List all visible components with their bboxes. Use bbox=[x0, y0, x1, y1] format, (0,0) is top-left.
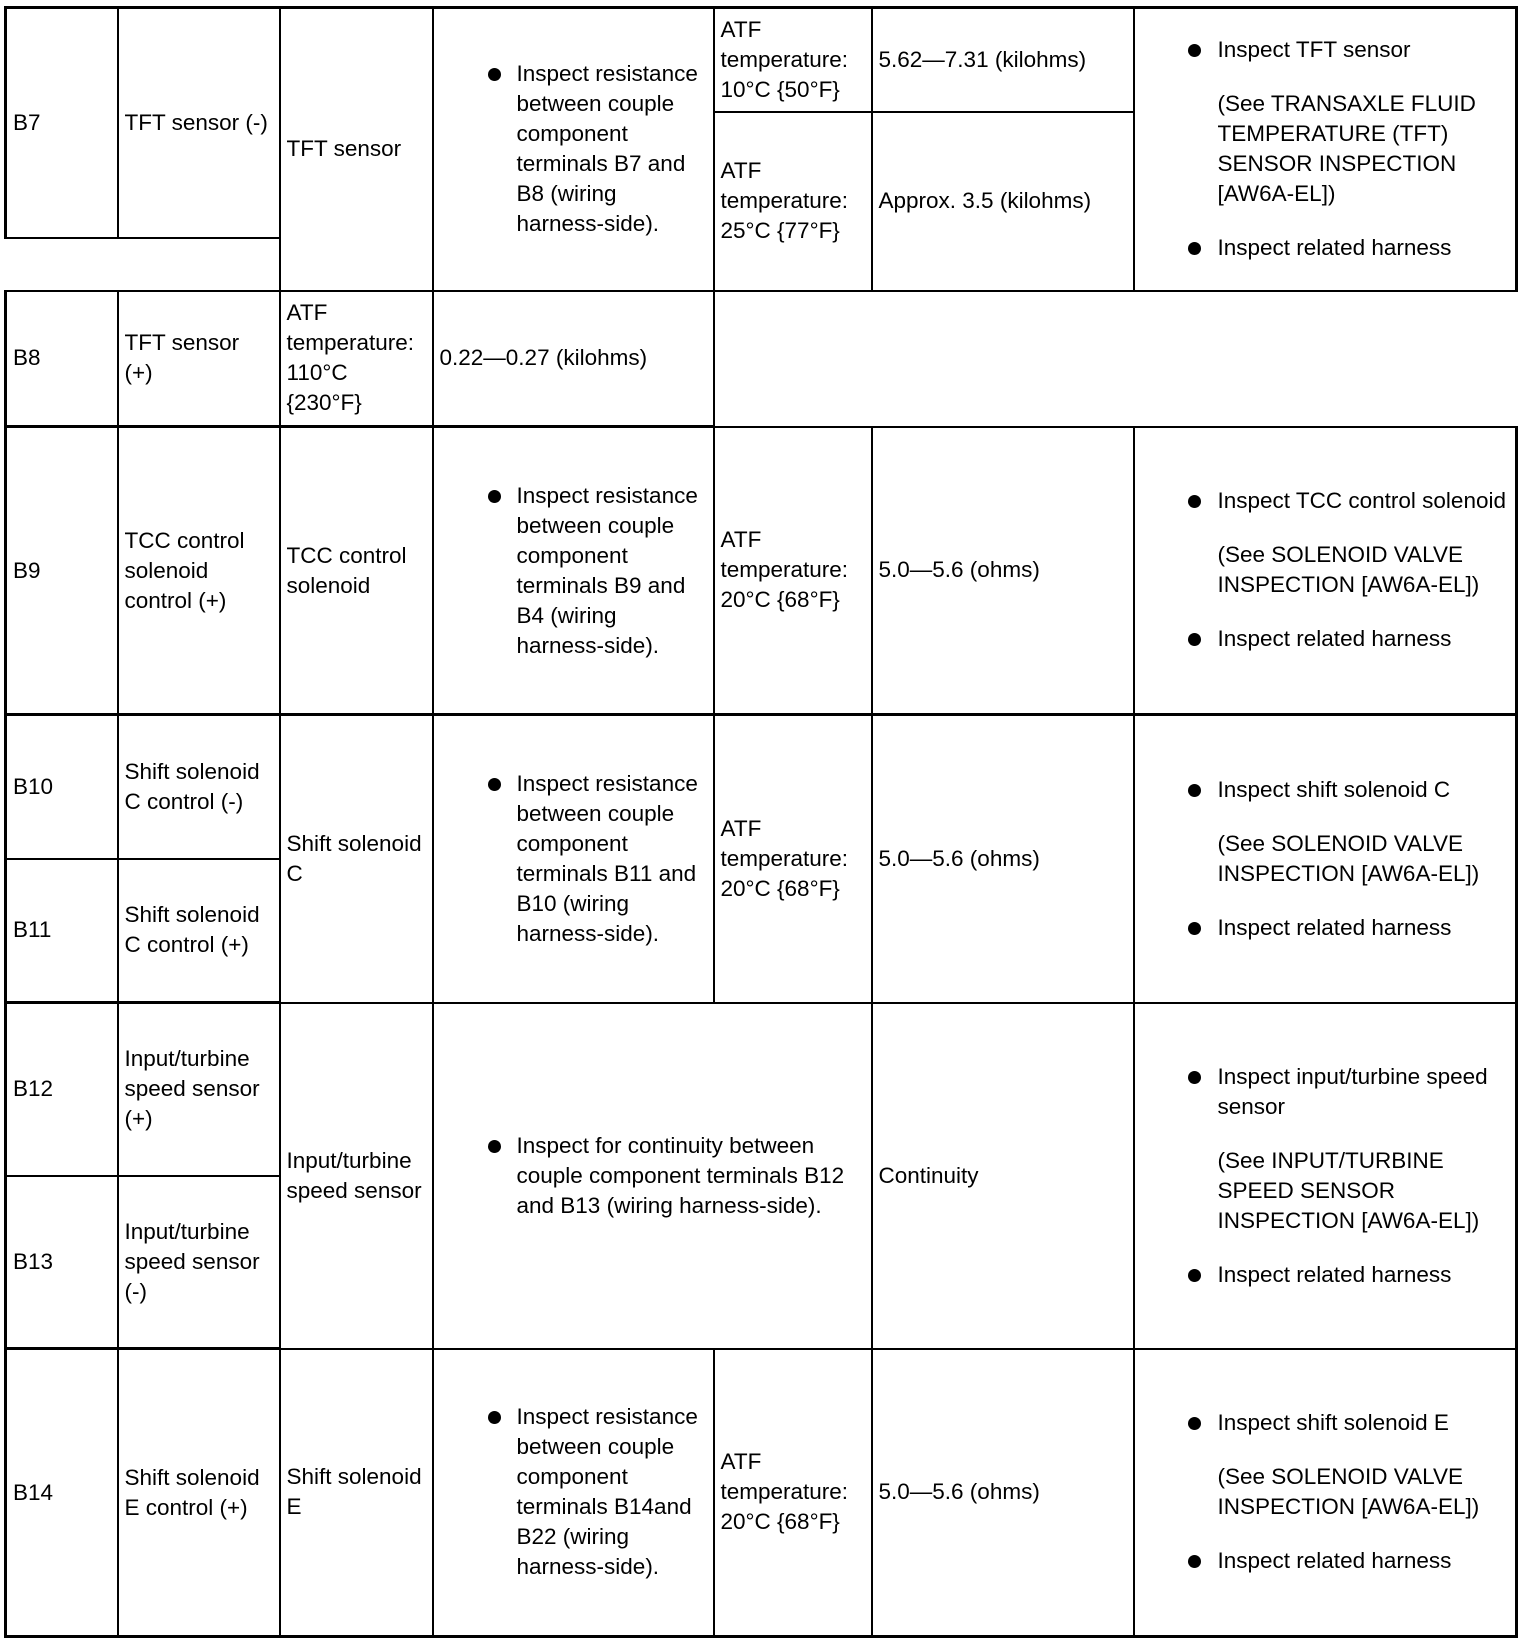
specification-cell: 5.0—5.6 (ohms) bbox=[872, 427, 1134, 715]
test-item-cell bbox=[433, 1349, 714, 1637]
reference-text: (See SOLENOID VALVE INSPECTION [AW6A-EL]) bbox=[1217, 1464, 1480, 1520]
test-item-cell bbox=[433, 427, 714, 715]
condition-cell: ATF temperature: 25°C {77°F} bbox=[714, 112, 872, 291]
table-row bbox=[6, 8, 1517, 112]
signal-name-cell: Input/turbine speed sensor (-) bbox=[118, 1176, 280, 1349]
condition-cell: ATF temperature: 20°C {68°F} bbox=[714, 1349, 872, 1637]
action-item: Inspect related harness bbox=[1141, 1260, 1510, 1290]
signal-name-cell: TFT sensor (-) bbox=[118, 8, 280, 239]
signal-name-cell: TFT sensor (+) bbox=[118, 291, 280, 427]
table-row bbox=[6, 1003, 1517, 1176]
table-row bbox=[6, 1349, 1517, 1637]
test-item-cell bbox=[433, 715, 714, 1003]
table-row bbox=[6, 715, 1517, 859]
signal-name-cell: TCC control solenoid control (+) bbox=[118, 427, 280, 715]
condition-cell: ATF temperature: 10°C {50°F} bbox=[714, 8, 872, 112]
specification-cell: 5.0—5.6 (ohms) bbox=[872, 1349, 1134, 1637]
spec-page bbox=[4, 6, 1515, 1638]
action-item: Inspect input/turbine speed sensor bbox=[1141, 1062, 1510, 1122]
action-cell bbox=[1134, 1003, 1517, 1349]
terminal-cell: B13 bbox=[6, 1176, 118, 1349]
condition-cell: ATF temperature: 20°C {68°F} bbox=[714, 427, 872, 715]
reference-text: (See TRANSAXLE FLUID TEMPERATURE (TFT) SENSOR INSPECTION [AW6A-EL]) bbox=[1217, 91, 1476, 207]
specification-cell: Approx. 3.5 (kilohms) bbox=[872, 112, 1134, 291]
terminal-cell: B11 bbox=[6, 859, 118, 1003]
terminal-cell: B12 bbox=[6, 1003, 118, 1176]
test-item-cell bbox=[433, 8, 714, 291]
terminal-cell: B8 bbox=[6, 291, 118, 427]
reference-text: (See SOLENOID VALVE INSPECTION [AW6A-EL]) bbox=[1217, 830, 1480, 886]
table-row bbox=[6, 291, 1517, 427]
test-item-text: Inspect for continuity between couple component terminals B12 and B13 (wiring harness-side). bbox=[440, 1131, 865, 1221]
signal-name-cell: Input/turbine speed sensor (+) bbox=[118, 1003, 280, 1176]
signal-name-cell: Shift solenoid C control (-) bbox=[118, 715, 280, 859]
specification-cell: 5.0—5.6 (ohms) bbox=[872, 715, 1134, 1003]
terminal-cell: B9 bbox=[6, 427, 118, 715]
connected-to-cell: Shift solenoid C bbox=[280, 715, 433, 1003]
condition-cell: ATF temperature: 20°C {68°F} bbox=[714, 715, 872, 1003]
signal-name-cell: Shift solenoid E control (+) bbox=[118, 1349, 280, 1637]
terminal-cell: B14 bbox=[6, 1349, 118, 1637]
action-cell bbox=[1134, 715, 1517, 1003]
terminal-inspection-table bbox=[4, 6, 1518, 1638]
specification-cell: 5.62—7.31 (kilohms) bbox=[872, 8, 1134, 112]
connected-to-cell: Shift solenoid E bbox=[280, 1349, 433, 1637]
action-cell bbox=[1134, 8, 1517, 291]
action-item: Inspect related harness bbox=[1141, 913, 1510, 943]
action-item: Inspect TFT sensor bbox=[1141, 35, 1510, 65]
action-cell bbox=[1134, 1349, 1517, 1637]
action-cell bbox=[1134, 427, 1517, 715]
test-item-text: Inspect resistance between couple component terminals B7 and B8 (wiring harness-side). bbox=[440, 59, 707, 239]
connected-to-cell: TFT sensor bbox=[280, 8, 433, 291]
reference-text: (See INPUT/TURBINE SPEED SENSOR INSPECTION [AW6A-EL]) bbox=[1217, 1147, 1480, 1233]
terminal-cell: B7 bbox=[6, 8, 118, 239]
connected-to-cell: Input/turbine speed sensor bbox=[280, 1003, 433, 1349]
specification-cell: Continuity bbox=[872, 1003, 1134, 1349]
specification-cell: 0.22—0.27 (kilohms) bbox=[433, 291, 714, 427]
signal-name-cell: Shift solenoid C control (+) bbox=[118, 859, 280, 1003]
action-item: Inspect related harness bbox=[1141, 624, 1510, 654]
test-item-text: Inspect resistance between couple component terminals B14and B22 (wiring harness-side). bbox=[440, 1402, 707, 1582]
terminal-cell: B10 bbox=[6, 715, 118, 859]
test-item-cell bbox=[433, 1003, 872, 1349]
action-item: Inspect related harness bbox=[1141, 1546, 1510, 1576]
action-item: Inspect shift solenoid E bbox=[1141, 1408, 1510, 1438]
action-item: Inspect TCC control solenoid bbox=[1141, 486, 1510, 516]
test-item-text: Inspect resistance between couple component terminals B11 and B10 (wiring harness-side). bbox=[440, 769, 707, 949]
test-item-text: Inspect resistance between couple component terminals B9 and B4 (wiring harness-side). bbox=[440, 481, 707, 661]
condition-cell: ATF temperature: 110°C {230°F} bbox=[280, 291, 433, 427]
table-row bbox=[6, 427, 1517, 715]
action-item: Inspect related harness bbox=[1141, 233, 1510, 263]
action-item: Inspect shift solenoid C bbox=[1141, 775, 1510, 805]
reference-text: (See SOLENOID VALVE INSPECTION [AW6A-EL]) bbox=[1217, 542, 1480, 598]
connected-to-cell: TCC control solenoid bbox=[280, 427, 433, 715]
